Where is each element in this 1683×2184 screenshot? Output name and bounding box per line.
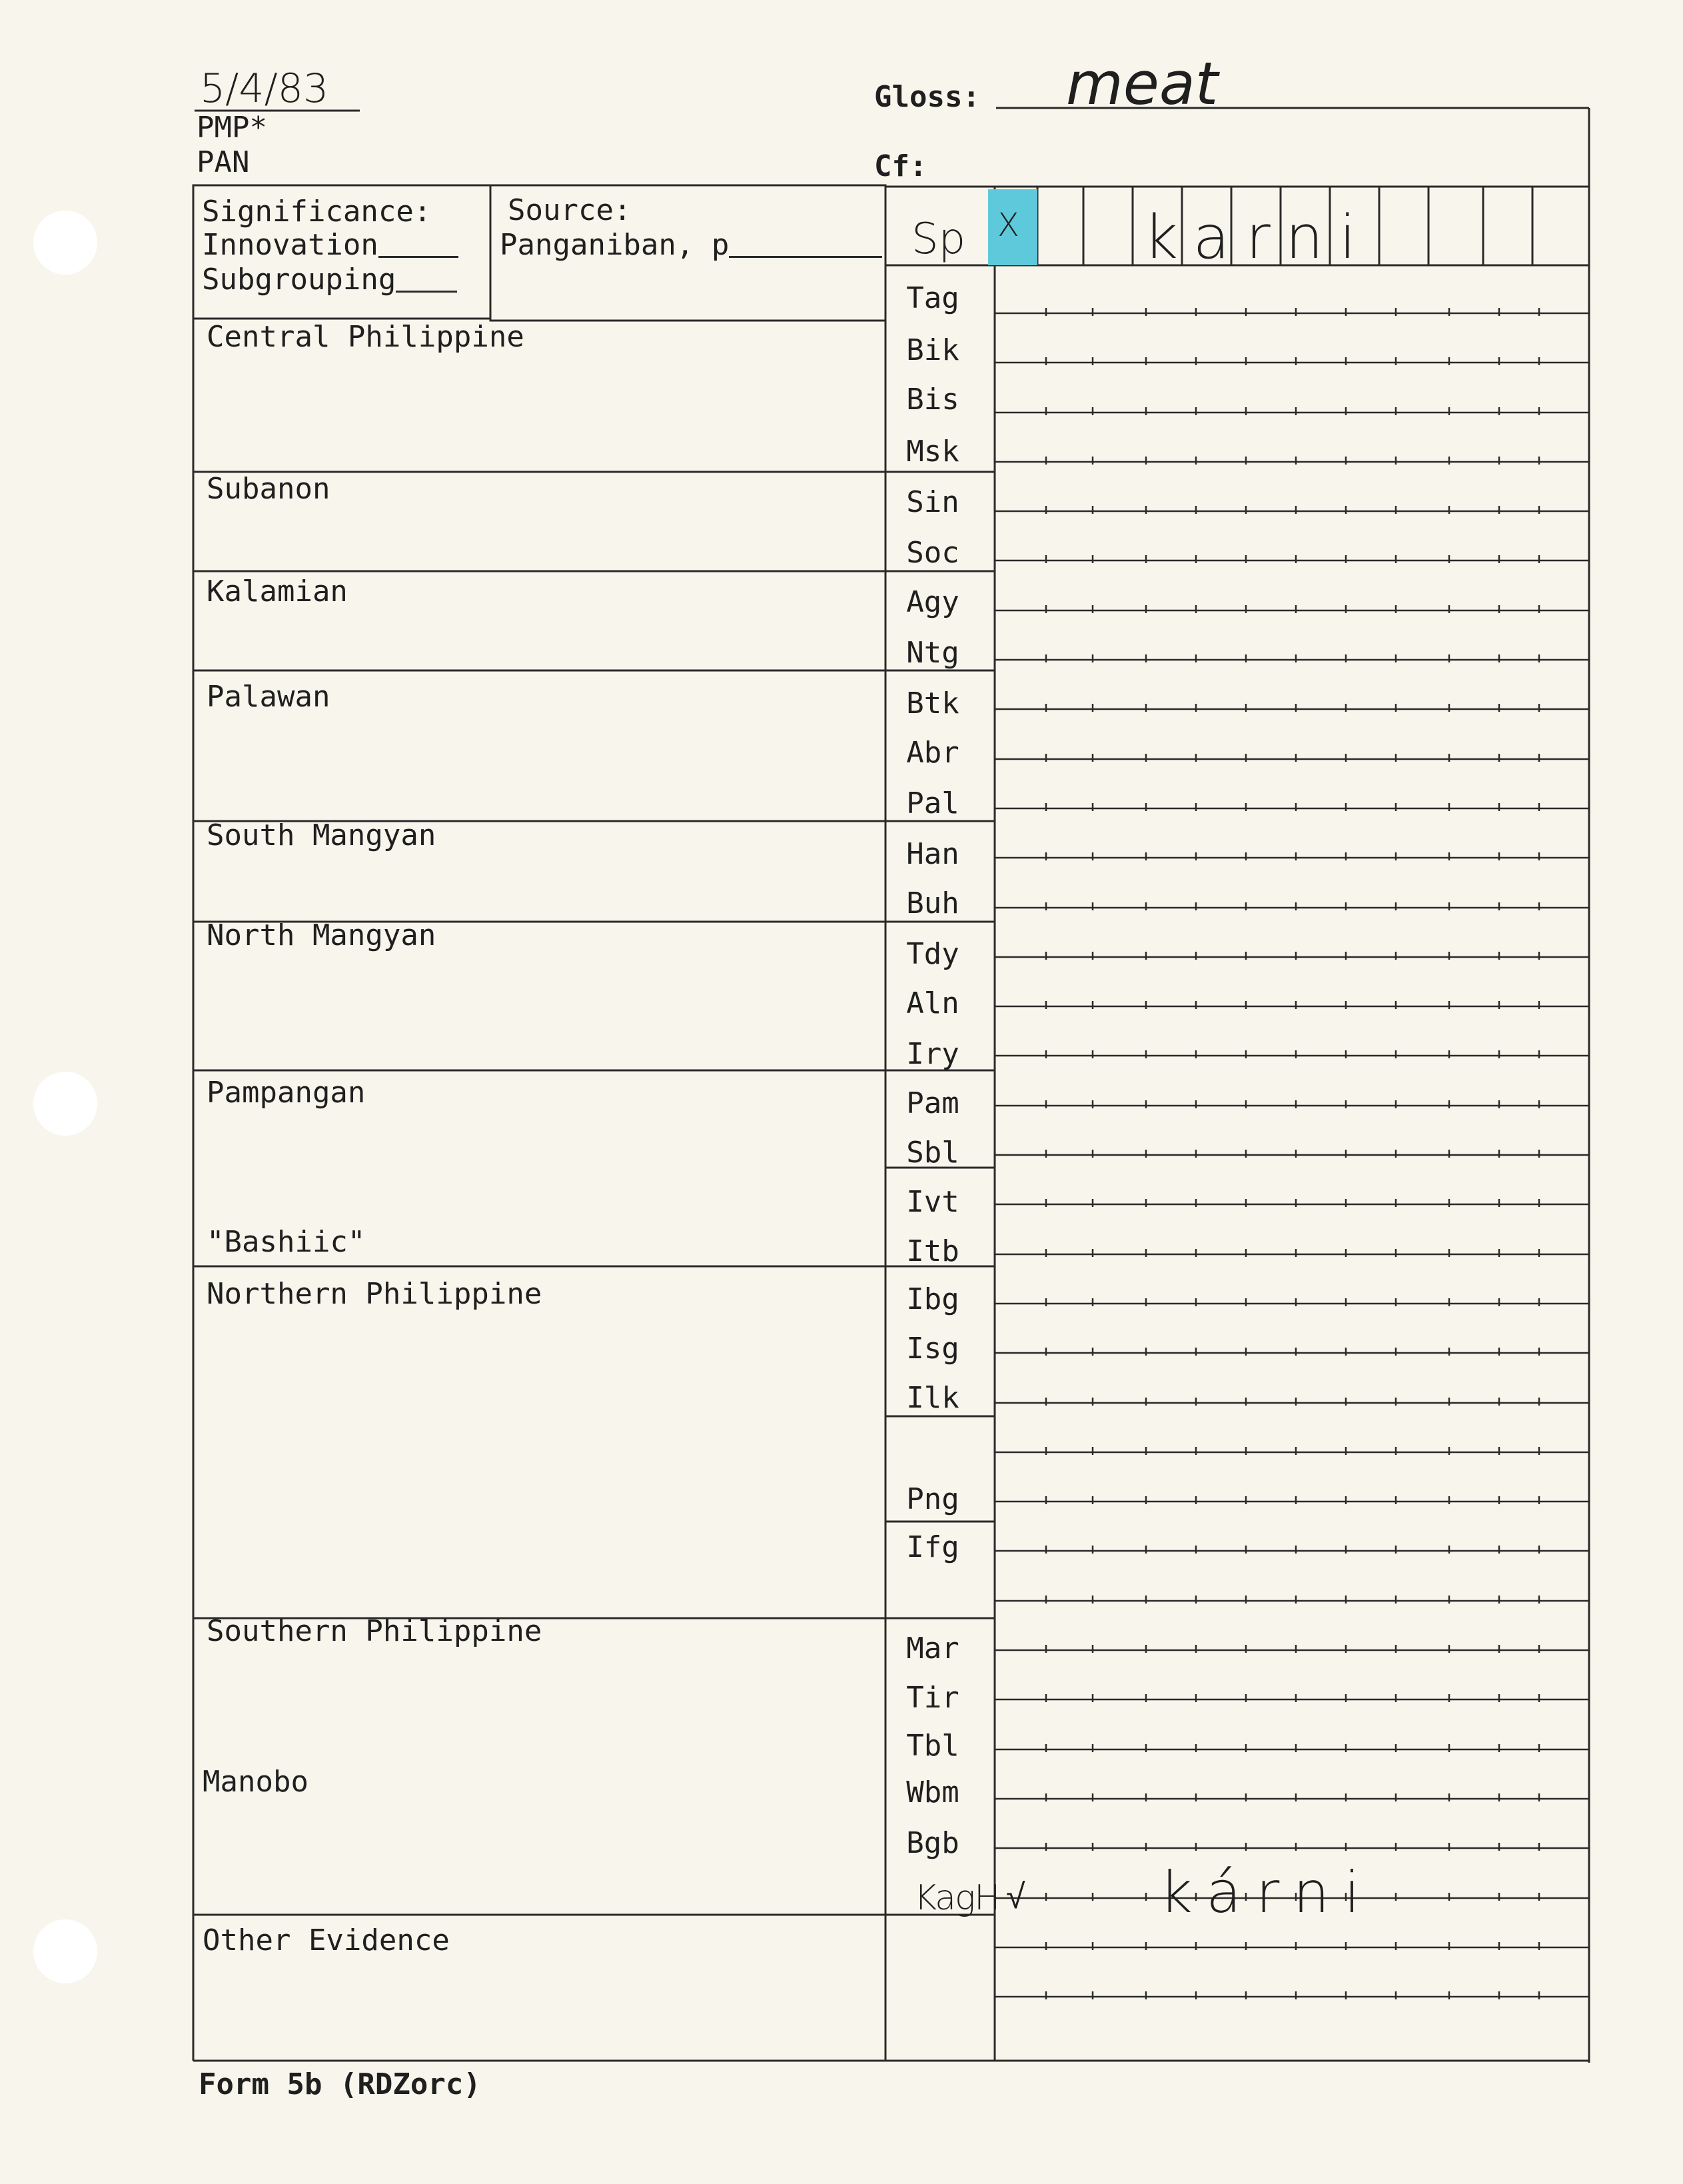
group-south-mangyan: South Mangyan <box>207 818 436 852</box>
lang-itb: Itb <box>906 1234 959 1268</box>
lang-sbl: Sbl <box>906 1136 959 1170</box>
lang-ilk: Ilk <box>906 1381 959 1415</box>
lang-han: Han <box>906 837 959 871</box>
lang-tdy: Tdy <box>906 937 959 971</box>
gloss-label: Gloss: <box>874 80 980 114</box>
lang-buh: Buh <box>906 886 959 920</box>
cf-label: Cf: <box>874 149 927 183</box>
lang-msk: Msk <box>906 435 959 469</box>
lang-ifg: Ifg <box>906 1530 959 1564</box>
source-value: Panganiban, p <box>500 231 882 260</box>
lang-agy: Agy <box>906 585 959 619</box>
date: 5/4/83 <box>200 65 329 112</box>
group-kalamian: Kalamian <box>207 574 348 608</box>
level-pan: PAN <box>197 145 250 179</box>
form-footer: Form 5b (RDZorc) <box>199 2067 481 2101</box>
lang-abr: Abr <box>906 736 959 770</box>
lang-mar: Mar <box>906 1632 959 1665</box>
lang-bis: Bis <box>906 383 959 417</box>
group-north-mangyan: North Mangyan <box>207 918 436 952</box>
handwritten-lang: KagH <box>914 1878 999 1918</box>
group-northern-philippine: Northern Philippine <box>207 1277 542 1311</box>
check-mark: √ <box>1006 1877 1025 1917</box>
innovation-label: Innovation <box>202 231 458 260</box>
lang-iry: Iry <box>906 1037 959 1071</box>
lang-ibg: Ibg <box>906 1282 959 1316</box>
lang-tag: Tag <box>906 281 959 315</box>
lang-tbl: Tbl <box>906 1729 959 1763</box>
top-row-lang: Sp <box>911 215 966 264</box>
group-southern-philippine: Southern Philippine <box>207 1614 542 1648</box>
subgrouping-label: Subgrouping <box>202 265 457 295</box>
group-palawan: Palawan <box>207 680 330 714</box>
lang-ivt: Ivt <box>906 1185 959 1219</box>
lang-png: Png <box>906 1482 959 1516</box>
lang-isg: Isg <box>906 1332 959 1366</box>
lang-sin: Sin <box>906 485 959 519</box>
lang-wbm: Wbm <box>906 1775 959 1809</box>
group-pampangan: Pampangan <box>207 1076 366 1110</box>
gloss-value: meat <box>1066 49 1219 118</box>
lang-btk: Btk <box>906 686 959 720</box>
lang-bgb: Bgb <box>906 1826 959 1860</box>
top-row-word: karni <box>1143 203 1373 273</box>
lang-ntg: Ntg <box>906 636 959 670</box>
handwritten-word: kárni <box>1159 1859 1375 1926</box>
lang-tir: Tir <box>906 1681 959 1715</box>
significance-title: Significance: <box>202 195 432 229</box>
lang-soc: Soc <box>906 536 959 570</box>
lang-bik: Bik <box>906 333 959 367</box>
lang-pal: Pal <box>906 786 959 820</box>
level-pmp: PMP* <box>197 111 267 145</box>
group-bashiic: "Bashiic" <box>207 1225 366 1259</box>
source-title: Source: <box>508 193 632 227</box>
group-central-philippine: Central Philippine <box>207 320 524 354</box>
group-subanon: Subanon <box>207 472 330 506</box>
group-other-evidence: Other Evidence <box>203 1923 450 1957</box>
group-manobo: Manobo <box>203 1765 308 1799</box>
highlight-mark: X <box>997 207 1019 244</box>
lang-pam: Pam <box>906 1086 959 1120</box>
lang-aln: Aln <box>906 986 959 1020</box>
